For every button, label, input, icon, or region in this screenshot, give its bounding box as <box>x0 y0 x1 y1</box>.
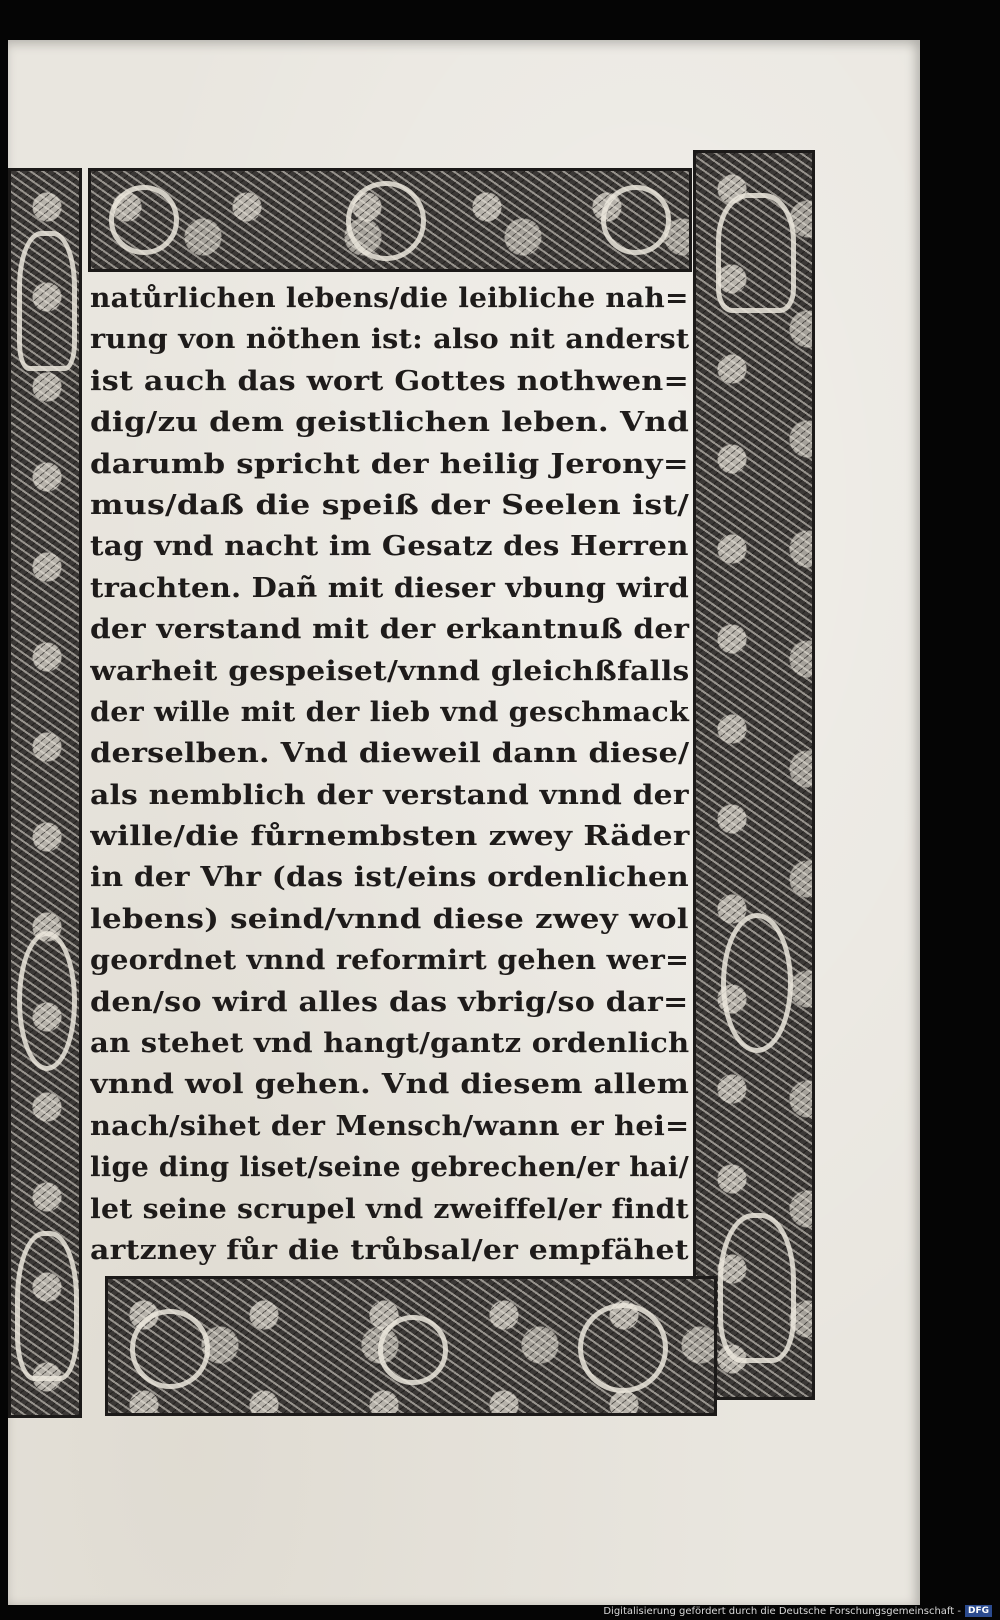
vase-ornament-icon <box>721 913 793 1053</box>
text-line: artzney fůr die trůbsal/er empfähet <box>90 1234 689 1266</box>
dfg-logo: DFG <box>965 1605 992 1617</box>
text-line: lebens) seind/vnnd diese zwey wol <box>90 903 689 935</box>
text-line: in der Vhr (das ist/eins ordenlichen <box>90 862 689 894</box>
text-line: als nemblich der verstand vnnd der <box>90 779 689 811</box>
text-line: darumb spricht der heilig Jerony= <box>90 448 689 480</box>
text-line: an stehet vnd hangt/gantz ordenlich <box>90 1028 690 1060</box>
text-line: geordnet vnnd reformirt gehen wer= <box>90 945 690 977</box>
fruit-ornament-icon <box>378 1315 448 1385</box>
woodcut-border-top <box>88 168 692 272</box>
vase-ornament-icon <box>718 1213 796 1363</box>
text-line: dig/zu dem geistlichen leben. Vnd <box>90 407 690 439</box>
fruit-ornament-icon <box>346 181 426 261</box>
figure-ornament-icon <box>17 231 77 371</box>
text-line: vnnd wol gehen. Vnd diesem allem <box>90 1069 690 1101</box>
scroll-ornament-icon <box>109 185 179 255</box>
text-line: trachten. Dañ mit dieser vbung wird <box>90 572 690 604</box>
vase-ornament-icon <box>17 931 77 1071</box>
figure-ornament-icon <box>716 193 796 313</box>
woodcut-border-bottom <box>105 1276 717 1416</box>
woodcut-border-right <box>693 150 815 1400</box>
text-line: derselben. Vnd dieweil dann diese/ <box>90 738 690 770</box>
text-line: der wille mit der lieb vnd geschmack <box>90 696 689 728</box>
digitization-credit <box>603 1604 992 1618</box>
text-line: lige ding liset/seine gebrechen/er hai/ <box>90 1152 690 1184</box>
text-line: den/so wird alles das vbrig/so dar= <box>90 986 689 1018</box>
scroll-ornament-icon <box>601 185 671 255</box>
text-line: mus/daß die speiß der Seelen ist/ <box>90 489 690 521</box>
book-page <box>8 40 920 1605</box>
woodcut-border-left <box>8 168 82 1418</box>
text-line: wille/die fůrnembsten zwey Räder <box>90 821 690 853</box>
text-line: der verstand mit der erkantnuß der <box>90 614 690 646</box>
credit-text: Digitalisierung gefördert durch die Deutsche Forschungsgemeinschaft - <box>603 1605 961 1617</box>
text-line: natůrlichen lebens/die leibliche nah= <box>90 283 689 314</box>
scroll-ornament-icon <box>578 1303 668 1393</box>
text-line: ist auch das wort Gottes nothwen= <box>90 365 690 397</box>
body-text <box>90 278 695 1273</box>
text-line: let seine scrupel vnd zweiffel/er findt <box>90 1193 689 1225</box>
text-line: warheit gespeiset/vnnd gleichßfalls <box>90 655 690 687</box>
scroll-ornament-icon <box>130 1309 210 1389</box>
text-line: nach/sihet der Mensch/wann er hei= <box>90 1110 690 1142</box>
vase-ornament-icon <box>15 1231 79 1381</box>
text-line: rung von nöthen ist: also nit anderst <box>90 324 690 356</box>
text-line: tag vnd nacht im Gesatz des Herren <box>90 531 689 563</box>
